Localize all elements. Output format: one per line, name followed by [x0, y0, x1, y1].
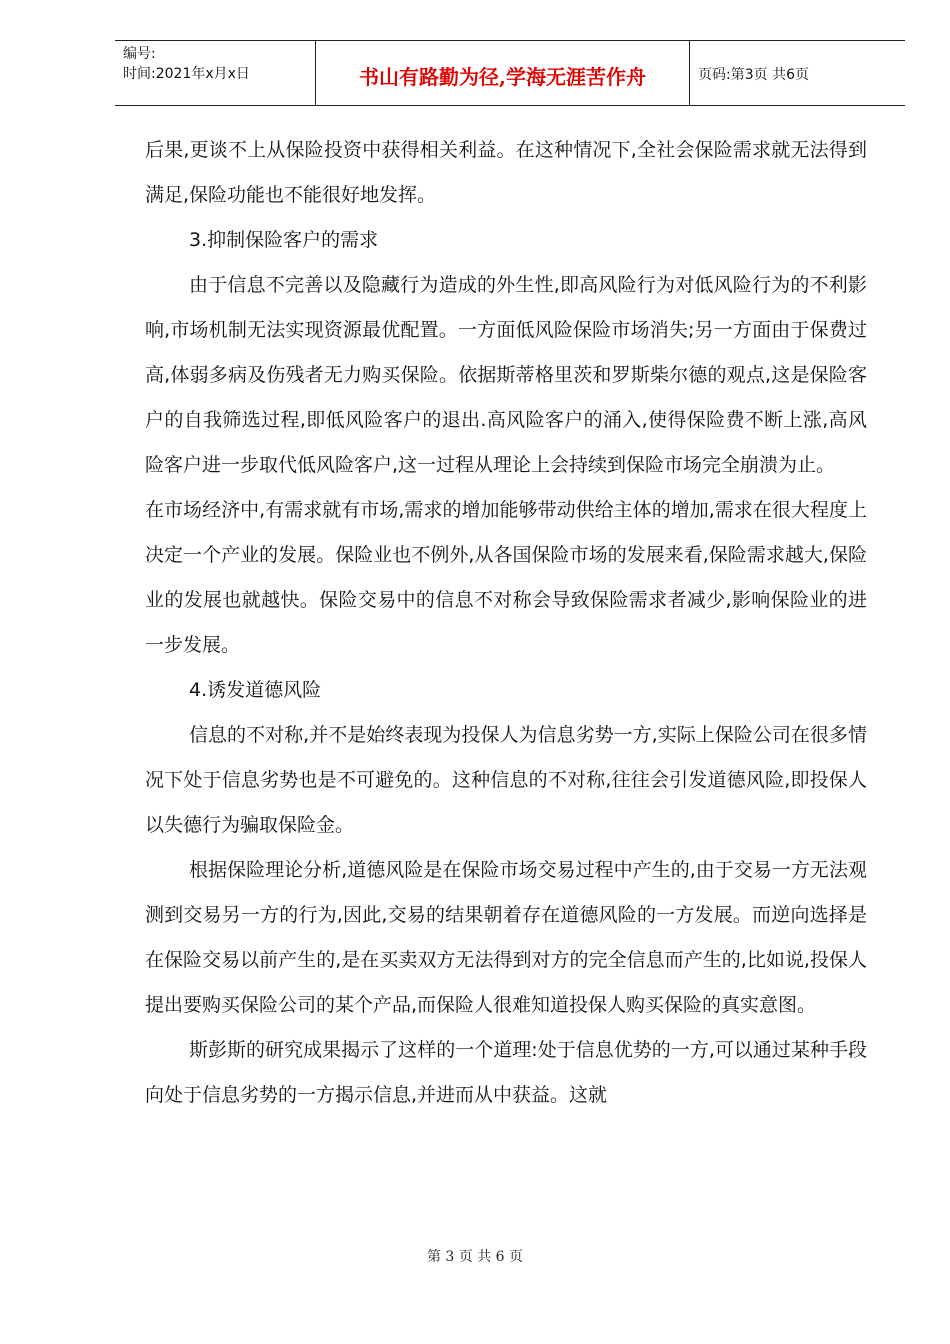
- header-meta: [115, 41, 316, 105]
- section-heading-4: 4.诱发道德风险: [189, 679, 322, 701]
- paragraph: 根据保险理论分析,道德风险是在保险市场交易过程中产生的,由于交易一方无法观测到交易另一方的行为,因此,交易的结果朝着存在道德风险的一方发展。而逆向选择是在保险交易以前产生的,是在买卖双方无法得到对方的完全信息而产生的,比如说,投保人提出要购买保险公司的某个产品,而保险人很难知道投保人购买保险的真实意图。: [145, 859, 867, 1016]
- paragraph: 在市场经济中,有需求就有市场,需求的增加能够带动供给主体的增加,需求在很大程度上决定一个产业的发展。保险业也不例外,从各国保险市场的发展来看,保险需求越大,保险业的发展也就越快。保险交易中的信息不对称会导致保险需求者减少,影响保险业的进一步发展。: [145, 499, 867, 656]
- paragraph: 斯彭斯的研究成果揭示了这样的一个道理:处于信息优势的一方,可以通过某种手段向处于信息劣势的一方揭示信息,并进而从中获益。这就: [145, 1039, 867, 1106]
- document-number-label: 编号:: [123, 46, 156, 62]
- paragraph: 由于信息不完善以及隐藏行为造成的外生性,即高风险行为对低风险行为的不利影响,市场机制无法实现资源最优配置。一方面低风险保险市场消失;另一方面由于保费过高,体弱多病及伤残者无力购买保险。依据斯蒂格里茨和罗斯柴尔德的观点,这是保险客户的自我筛选过程,即低风险客户的退出.高风险客户的涌入,使得保险费不断上涨,高风险客户进一步取代低风险客户,这一过程从理论上会持续到保险市场完全崩溃为止。: [145, 274, 867, 476]
- page-footer: 第 3 页 共 6 页: [426, 1249, 524, 1265]
- section-heading-3: 3.抑制保险客户的需求: [189, 229, 379, 251]
- header-motto: 书山有路勤为径,学海无涯苦作舟: [316, 41, 690, 105]
- page-header: [115, 40, 905, 106]
- document-time-label: 时间:2021年x月x日: [123, 66, 250, 82]
- paragraph-continuation: 后果,更谈不上从保险投资中获得相关利益。在这种情况下,全社会保险需求就无法得到满足,保险功能也不能很好地发挥。: [145, 139, 867, 206]
- paragraph: 信息的不对称,并不是始终表现为投保人为信息劣势一方,实际上保险公司在很多情况下处于信息劣势也是不可避免的。这种信息的不对称,往往会引发道德风险,即投保人以失德行为骗取保险金。: [145, 724, 867, 836]
- header-page-indicator: 页码:第3页 共6页: [698, 67, 809, 83]
- document-body: [145, 128, 867, 1118]
